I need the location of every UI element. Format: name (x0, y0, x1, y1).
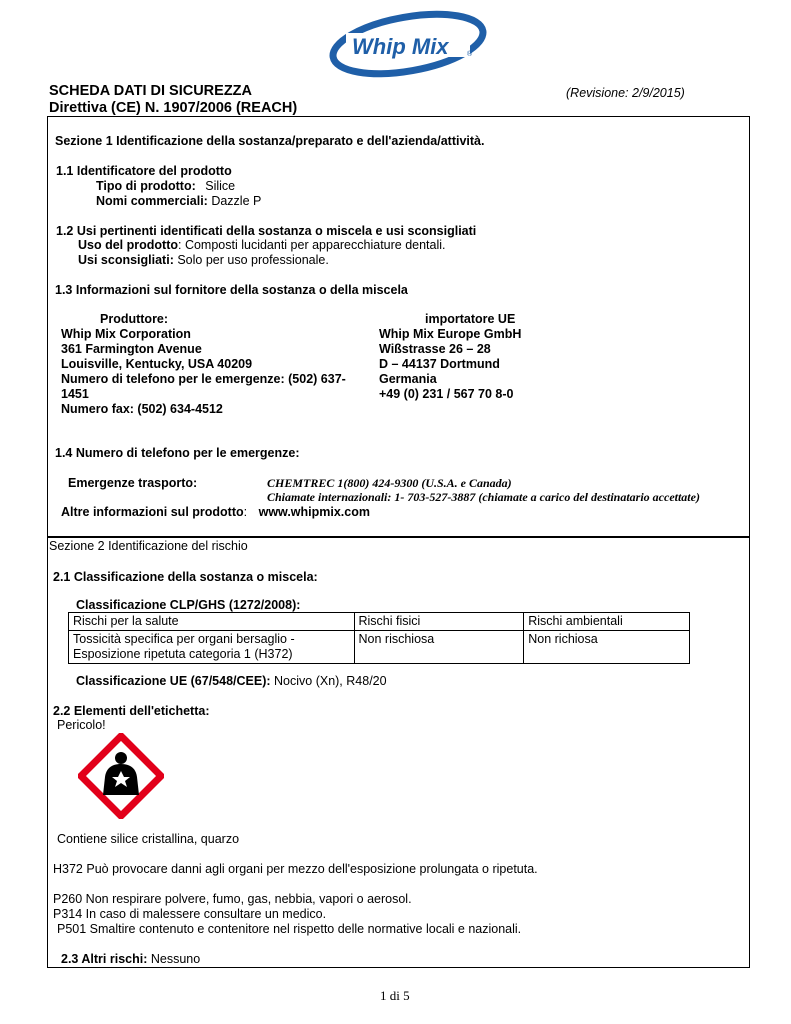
trade-name-line (96, 194, 261, 208)
importer-name: Whip Mix Europe GmbH (379, 327, 522, 341)
discouraged-use-value: Solo per uso professionale. (177, 253, 329, 267)
other-hazards-label: 2.3 Altri rischi: (61, 952, 148, 966)
clp-classification-table (68, 612, 690, 664)
other-info-label: Altre informazioni sul prodotto (61, 505, 244, 519)
product-use-line (78, 238, 446, 252)
health-hazard-line2: Esposizione ripetuta categoria 1 (H372) (73, 647, 293, 661)
transport-emergency-label: Emergenze trasporto: (68, 476, 198, 490)
producer-address2: Louisville, Kentucky, USA 40209 (61, 357, 253, 371)
logo-text: Whip Mix (352, 34, 449, 59)
section2-heading: Sezione 2 Identificazione del rischio (49, 539, 248, 553)
product-type-label: Tipo di prodotto: (96, 179, 196, 193)
clp-heading: Classificazione CLP/GHS (1272/2008): (76, 598, 301, 612)
hazard-statement-h372: H372 Può provocare danni agli organi per mezzo dell'esposizione prolungata o ripetuta. (53, 862, 538, 876)
other-info-line (61, 505, 370, 519)
producer-fax: Numero fax: (502) 634-4512 (61, 402, 223, 416)
discouraged-use-line (78, 253, 329, 267)
s1-1-heading: 1.1 Identificatore del prodotto (56, 164, 232, 178)
s1-3-heading: 1.3 Informazioni sul fornitore della sostanza o della miscela (55, 283, 408, 297)
precaution-p314: P314 In caso di malessere consultare un medico. (53, 907, 327, 921)
importer-phone: +49 (0) 231 / 567 70 8-0 (379, 387, 514, 401)
signal-word: Pericolo! (57, 718, 106, 732)
s2-2-heading: 2.2 Elementi dell'etichetta: (53, 704, 210, 718)
product-type-value: Silice (205, 179, 236, 193)
producer-emergency-phone: Numero di telefono per le emergenze: (502) 637- (61, 372, 346, 386)
contains-statement: Contiene silice cristallina, quarzo (57, 832, 240, 846)
producer-address1: 361 Farmington Avenue (61, 342, 202, 356)
section1-heading: Sezione 1 Identificazione della sostanza/preparato e dell'azienda/attività. (55, 134, 485, 148)
table-cell-physical: Non rischiosa (354, 631, 524, 664)
health-hazard-line1: Tossicità specifica per organi bersaglio - (73, 632, 295, 646)
importer-address1: Wißstrasse 26 – 28 (379, 342, 491, 356)
table-header-cell: Rischi fisici (354, 613, 524, 631)
producer-label: Produttore: (100, 312, 169, 326)
precaution-p260: P260 Non respirare polvere, fumo, gas, nebbia, vapori o aerosol. (53, 892, 412, 906)
website-link[interactable]: www.whipmix.com (258, 505, 370, 519)
producer-emergency-phone-cont: 1451 (61, 387, 89, 401)
ghs08-health-hazard-icon (78, 733, 164, 819)
international-phone: Chiamate internazionali: 1- 703-527-3887 (chiamate a carico del destinatario accettate) (267, 490, 700, 504)
trade-name-label: Nomi commerciali: (96, 194, 208, 208)
table-header-cell: Rischi per la salute (69, 613, 355, 631)
s1-2-heading: 1.2 Usi pertinenti identificati della sostanza o miscela e usi sconsigliati (56, 224, 477, 238)
producer-name: Whip Mix Corporation (61, 327, 191, 341)
importer-country: Germania (379, 372, 437, 386)
table-header-row (69, 613, 690, 631)
other-hazards-value: Nessuno (150, 952, 201, 966)
page-number: 1 di 5 (380, 988, 410, 1003)
product-use-label: Uso del prodotto (78, 238, 178, 252)
table-header-cell: Rischi ambientali (524, 613, 690, 631)
logo-registered-mark: ® (467, 51, 473, 58)
trade-name-value: Dazzle P (211, 194, 262, 208)
other-info-colon: : (243, 505, 248, 519)
product-type-line (96, 179, 235, 193)
precaution-p501: P501 Smaltire contenuto e contenitore nel rispetto delle normative locali e nazionali. (57, 922, 522, 936)
document-subtitle: Direttiva (CE) N. 1907/2006 (REACH) (49, 100, 298, 116)
discouraged-use-label: Usi sconsigliati: (78, 253, 174, 267)
table-cell-environmental: Non richiosa (524, 631, 690, 664)
document-title: SCHEDA DATI DI SICUREZZA (49, 83, 252, 99)
s2-1-heading: 2.1 Classificazione della sostanza o miscela: (53, 570, 318, 584)
eu-classification-value: Nocivo (Xn), R48/20 (274, 674, 387, 688)
product-use-value: : Composti lucidanti per apparecchiature dentali. (178, 238, 446, 252)
table-row (69, 631, 690, 664)
revision-date: (Revisione: 2/9/2015) (566, 86, 685, 100)
whip-mix-logo (326, 10, 490, 78)
table-cell-health (69, 631, 355, 664)
eu-classification-line (76, 674, 387, 688)
chemtrec-phone: CHEMTREC 1(800) 424-9300 (U.S.A. e Canada) (267, 476, 512, 490)
s1-4-heading: 1.4 Numero di telefono per le emergenze: (55, 446, 300, 460)
importer-address2: D – 44137 Dortmund (379, 357, 500, 371)
importer-label: importatore UE (425, 312, 516, 326)
eu-classification-label: Classificazione UE (67/548/CEE): (76, 674, 271, 688)
other-hazards-line (61, 952, 200, 966)
